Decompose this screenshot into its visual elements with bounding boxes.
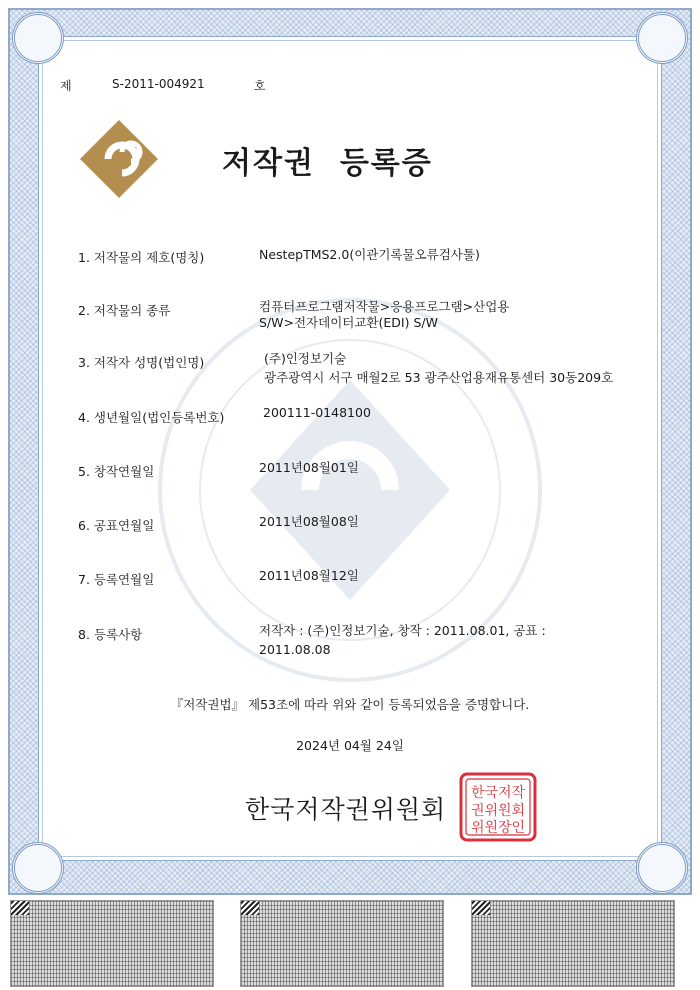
row-value: 저작자 : (주)인정보기술, 창작 : 2011.08.01, 공표 : bbox=[259, 623, 546, 638]
cert-no-suffix: 호 bbox=[254, 79, 266, 93]
row-value: 2011년08월12일 bbox=[259, 568, 359, 583]
row-label: 8. 등록사항 bbox=[78, 627, 143, 642]
row-value: 광주광역시 서구 매월2로 53 광주산업용재유통센터 30동209호 bbox=[264, 370, 614, 385]
row-value: 컴퓨터프로그램저작물>응용프로그램>산업용 bbox=[259, 299, 510, 314]
row-label: 2. 저작물의 종류 bbox=[78, 303, 171, 318]
row-label: 3. 저작자 성명(법인명) bbox=[78, 355, 205, 370]
code-marker-icon bbox=[11, 901, 29, 915]
row-label: 6. 공표연월일 bbox=[78, 518, 155, 533]
issue-date: 2024년 04월 24일 bbox=[296, 738, 404, 753]
svg-text:한국저작: 한국저작 bbox=[470, 785, 526, 801]
corner-ornament-icon bbox=[12, 842, 64, 894]
cert-no-prefix: 제 bbox=[60, 79, 72, 93]
row-value: 2011년08월01일 bbox=[259, 460, 359, 475]
code-marker-icon bbox=[472, 901, 490, 915]
code-marker-icon bbox=[241, 901, 259, 915]
row-label: 5. 창작연월일 bbox=[78, 464, 155, 479]
official-seal-stamp-icon bbox=[459, 772, 537, 842]
cert-number: S-2011-004921 bbox=[112, 77, 205, 91]
verification-code-strip bbox=[240, 900, 444, 987]
corner-ornament-icon bbox=[12, 12, 64, 64]
verification-code-strip bbox=[471, 900, 675, 987]
row-value: S/W>전자데이터교환(EDI) S/W bbox=[259, 315, 438, 330]
row-value: 2011년08월08일 bbox=[259, 514, 359, 529]
row-value: NestepTMS2.0(이관기록물오류검사툴) bbox=[259, 247, 480, 262]
corner-ornament-icon bbox=[636, 842, 688, 894]
svg-text:위원장인: 위원장인 bbox=[470, 820, 526, 836]
closing-statement: 『저작권법』 제53조에 따라 위와 같이 등록되었음을 증명합니다. bbox=[170, 697, 530, 712]
row-label: 7. 등록연월일 bbox=[78, 572, 155, 587]
svg-text:권위원회: 권위원회 bbox=[470, 803, 526, 819]
row-value: 200111-0148100 bbox=[263, 405, 371, 420]
row-label: 1. 저작물의 제호(명칭) bbox=[78, 250, 205, 265]
verification-code-strip bbox=[10, 900, 214, 987]
corner-ornament-icon bbox=[636, 12, 688, 64]
row-value: 2011.08.08 bbox=[259, 642, 331, 657]
certificate-title: 저작권 등록증 bbox=[222, 146, 433, 181]
copyright-commission-logo-icon bbox=[78, 118, 160, 200]
issuer-name: 한국저작권위원회 bbox=[245, 795, 447, 824]
row-label: 4. 생년월일(법인등록번호) bbox=[78, 410, 225, 425]
row-value: (주)인정보기술 bbox=[264, 351, 347, 366]
